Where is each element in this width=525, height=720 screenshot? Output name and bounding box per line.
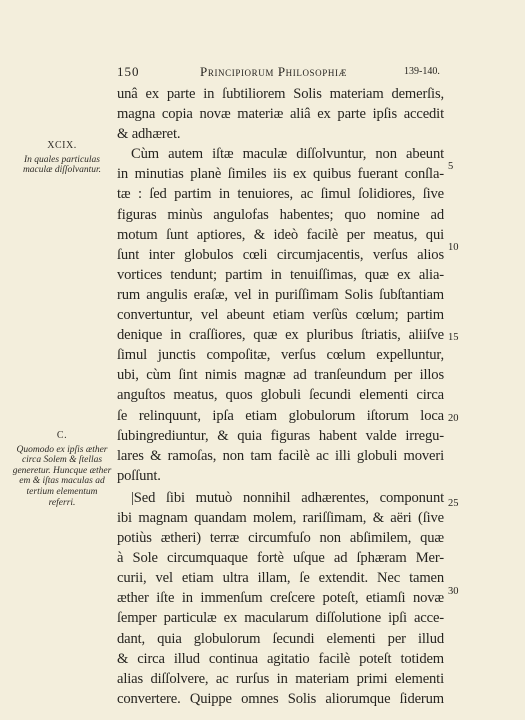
- margin-note-number: XCIX.: [47, 140, 77, 151]
- body-text: [117, 84, 444, 709]
- text-line: vortices tendunt; partim in tenuiſſimas, quæ ex alia-: [117, 266, 444, 283]
- paragraph-1: [117, 84, 444, 144]
- text-line: ſe relinquunt, ipſa etiam globulorum iſtorum loca: [117, 407, 444, 424]
- paragraph-3: [117, 488, 444, 709]
- text-line: potiùs ætheri) terræ circumfuſo non abſimilem, quæ: [117, 530, 444, 547]
- line-number: 15: [448, 332, 459, 343]
- text-line: alias diſſolvere, ac rurſus in materiam primi elementi: [117, 670, 444, 687]
- text-line: ſimul junctis compoſitæ, verſus cœlum expelluntur,: [117, 347, 444, 364]
- text-line: lares & ramoſas, non tam facilè ac illi globuli moveri: [117, 447, 444, 464]
- margin-note-xcix: [12, 141, 112, 176]
- line-number: 10: [448, 242, 459, 253]
- text-line: denique in craſſiores, quæ ex pluribus ſtriatis, aliiſve: [117, 327, 444, 344]
- text-line: dant, quia globulorum ſecundi elementi per illud: [117, 630, 444, 647]
- margin-note-text: In quales particulas maculæ diſſolvantur.: [22, 154, 102, 176]
- margin-note-c: [12, 431, 112, 508]
- text-line: ibi magnam quandam molem, rariſſimam, & aëri (ſive: [117, 509, 444, 526]
- text-line: ſemper particulæ ex macularum diſſolutione ipſi acce-: [117, 610, 444, 627]
- margin-note-text: Quomodo ex ipſis æther circa Solem & ſtellas generetur. Huncque æther em & iſtas maculas ad tertium elementum referri.: [12, 444, 112, 508]
- text-line: rum angulis eraſæ, vel in puriſſimam Solis ſubſtantiam: [117, 286, 444, 303]
- line-number: 20: [448, 413, 459, 424]
- text-line: unâ ex parte in ſubtiliorem Solis materiam demerſis,: [117, 86, 444, 102]
- paragraph-2: [117, 144, 444, 486]
- page-header: [0, 64, 525, 84]
- text-line: convertuntur, vel abeunt etiam verſùs cœlum; partim: [117, 307, 444, 324]
- line-number: 30: [448, 586, 459, 597]
- line-number: 5: [448, 161, 454, 172]
- text-line: æther iſte in immenſum creſcere poteſt, etiamſi novæ: [117, 590, 444, 607]
- text-line: ubi, cùm ſint nimis magnæ ad tranſeundum per illos: [117, 367, 444, 384]
- page-range: 139-140.: [404, 66, 440, 77]
- text-line: à Sole circumquaque fortè uſque ad ſphæram Mer-: [117, 550, 444, 567]
- text-line: in minutias planè ſimiles iis ex quibus fuerant conſla-: [117, 166, 444, 183]
- text-line: tæ : ſed partim in tenuiores, ac ſimul ſolidiores, ſive: [117, 186, 444, 203]
- running-title: Principiorum Philosophiæ: [200, 64, 348, 79]
- text-line: & circa illud continua agitatio facilè poteſt totidem: [117, 650, 444, 667]
- page-number: 150: [117, 64, 140, 79]
- text-line: ſubingrediuntur, & quia figuras habent valde irregu-: [117, 427, 444, 444]
- text-line: motum ſunt aptiores, & ideò facilè per meatus, qui: [117, 226, 444, 243]
- text-line: curii, vel etiam ultra illam, ſe extendit. Nec tamen: [117, 570, 444, 587]
- text-line: magna copia novæ materiæ aliâ ex parte ipſis accedit: [117, 106, 444, 123]
- text-line: |Sed ſibi mutuò nonnihil adhærentes, componunt: [131, 489, 444, 506]
- margin-note-number: C.: [56, 430, 68, 441]
- text-line: poſſunt.: [117, 467, 161, 484]
- text-line: convertere. Quippe omnes Solis aliorumque ſiderum: [117, 690, 444, 707]
- text-line: ſunt inter globulos cœli circumjacentis, verſus alios: [117, 246, 444, 263]
- text-line: figuras minùs angulofas habentes; quo nomine ad: [117, 206, 444, 223]
- line-number: 25: [448, 498, 459, 509]
- text-line: anguſtos meatus, quos globuli ſecundi elementi circa: [117, 387, 444, 404]
- text-line: & adhæret.: [117, 126, 181, 143]
- text-line: Cùm autem iſtæ maculæ diſſolvuntur, non abeunt: [131, 146, 444, 163]
